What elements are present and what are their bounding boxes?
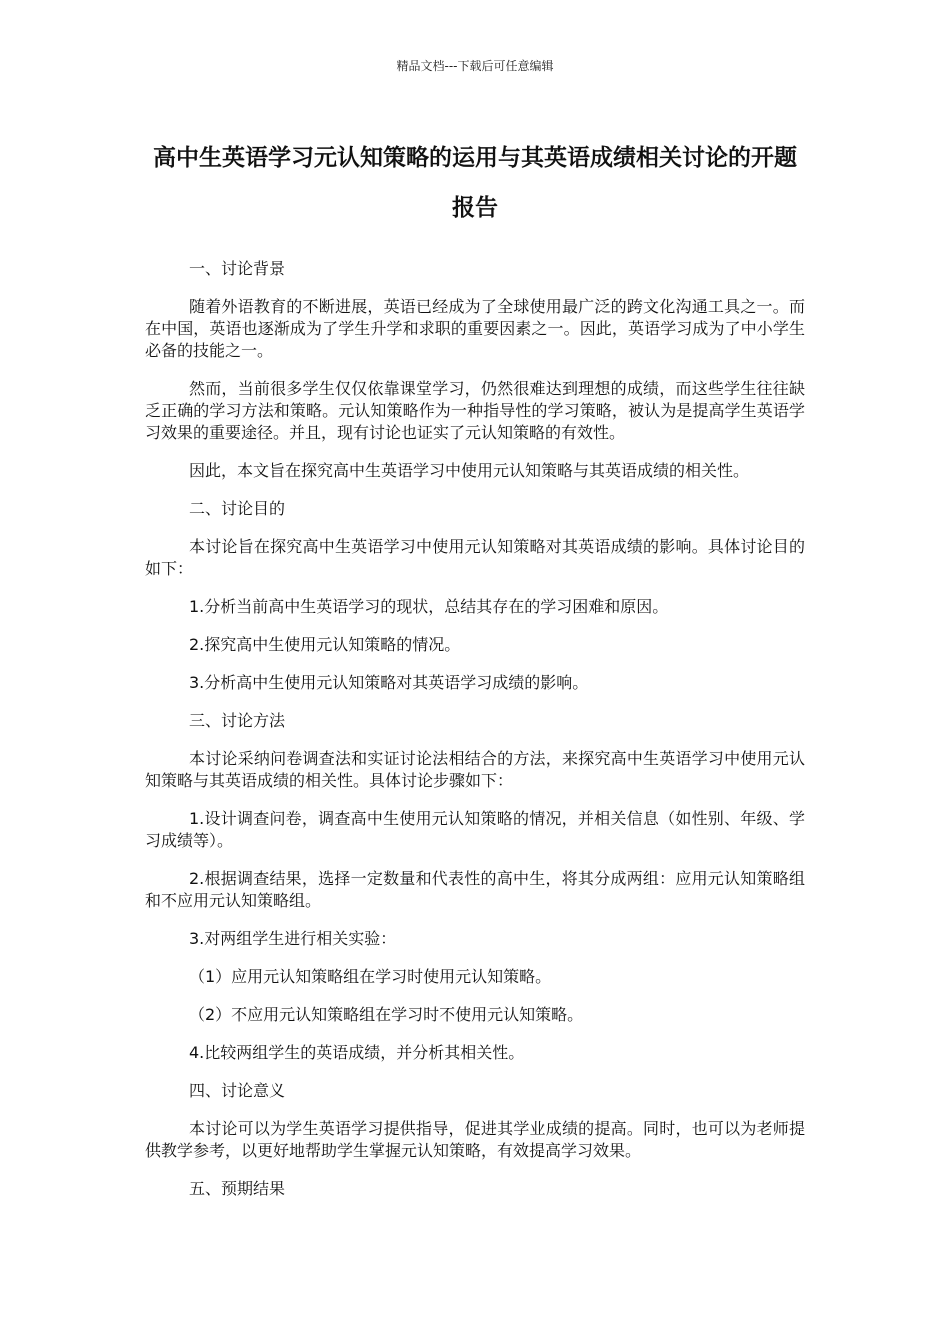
list-item: 3.分析高中生使用元认知策略对其英语学习成绩的影响。	[189, 673, 589, 692]
list-item: 3.对两组学生进行相关实验：	[189, 929, 397, 948]
paragraph: 然而，当前很多学生仅仅依靠课堂学习，仍然很难达到理想的成绩，而这些学生往往缺乏正确的学习方法和策略。元认知策略作为一种指导性的学习策略，被认为是提高学生英语学习效果的重要途径。并且，现有讨论也证实了元认知策略的有效性。	[145, 379, 805, 442]
page-header: 精品文档---下载后可任意编辑	[396, 59, 554, 73]
section-heading-background: 一、讨论背景	[189, 259, 286, 278]
list-item: 1.分析当前高中生英语学习的现状，总结其存在的学习困难和原因。	[189, 597, 669, 616]
document-body	[145, 258, 805, 1216]
list-item: 2.根据调查结果，选择一定数量和代表性的高中生，将其分成两组：应用元认知策略组和不应用元认知策略组。	[145, 869, 805, 910]
section-heading-method: 三、讨论方法	[189, 711, 286, 730]
list-item: 2.探究高中生使用元认知策略的情况。	[189, 635, 461, 654]
section-heading-expected-results: 五、预期结果	[189, 1179, 286, 1198]
paragraph: 因此，本文旨在探究高中生英语学习中使用元认知策略与其英语成绩的相关性。	[189, 461, 750, 480]
sub-list-item: （1）应用元认知策略组在学习时使用元认知策略。	[189, 967, 552, 986]
paragraph: 本讨论旨在探究高中生英语学习中使用元认知策略对其英语成绩的影响。具体讨论目的如下：	[145, 537, 805, 578]
document-title: 高中生英语学习元认知策略的运用与其英语成绩相关讨论的开题报告	[153, 145, 797, 221]
sub-list-item: （2）不应用元认知策略组在学习时不使用元认知策略。	[189, 1005, 584, 1024]
paragraph: 本讨论可以为学生英语学习提供指导，促进其学业成绩的提高。同时，也可以为老师提供教学参考，以更好地帮助学生掌握元认知策略，有效提高学习效果。	[145, 1119, 805, 1160]
list-item: 4.比较两组学生的英语成绩，并分析其相关性。	[189, 1043, 525, 1062]
section-heading-significance: 四、讨论意义	[189, 1081, 286, 1100]
list-item: 1.设计调查问卷，调查高中生使用元认知策略的情况，并相关信息（如性别、年级、学习成绩等）。	[145, 809, 805, 850]
paragraph: 本讨论采纳问卷调查法和实证讨论法相结合的方法，来探究高中生英语学习中使用元认知策略与其英语成绩的相关性。具体讨论步骤如下：	[145, 749, 805, 790]
section-heading-purpose: 二、讨论目的	[189, 499, 286, 518]
paragraph: 随着外语教育的不断进展，英语已经成为了全球使用最广泛的跨文化沟通工具之一。而在中国，英语也逐渐成为了学生升学和求职的重要因素之一。因此，英语学习成为了中小学生必备的技能之一。	[145, 297, 805, 360]
